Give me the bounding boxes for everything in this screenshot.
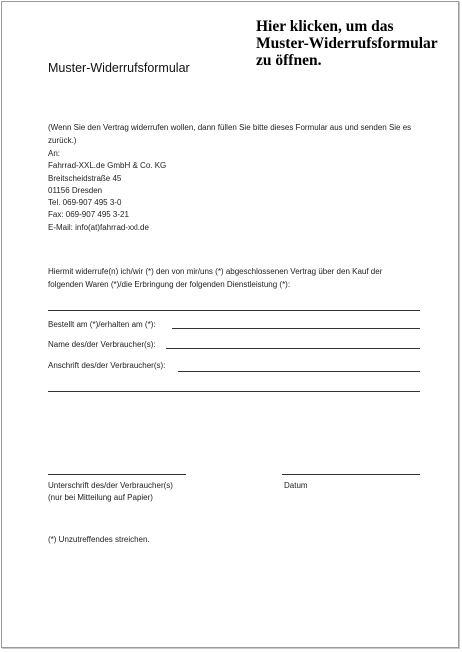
signature-label: Unterschrift des/der Verbraucher(s)	[48, 481, 173, 490]
ordered-date-line	[172, 328, 420, 329]
consumer-address-line-2	[48, 391, 420, 392]
form-intro: (Wenn Sie den Vertrag widerrufen wollen, dann füllen Sie bitte dieses Formular aus und senden Sie es zurück.)	[48, 123, 412, 145]
recipient-line-company: Fahrrad-XXL.de GmbH & Co. KG	[48, 161, 167, 171]
date-line	[282, 474, 420, 475]
declaration-line-2: folgenden Waren (*)/die Erbringung der folgenden Dienstleistung (*):	[48, 279, 291, 289]
consumer-address-line	[178, 371, 420, 372]
recipient-line-city: 01156 Dresden	[48, 185, 103, 195]
consumer-name-label: Name des/der Verbraucher(s):	[48, 340, 156, 349]
form-title: Muster-Widerrufsformular	[48, 61, 190, 75]
recipient-line-email: E-Mail: info(at)fahrrad-xxl.de	[48, 222, 149, 232]
withdrawal-declaration	[48, 266, 428, 291]
open-form-link-line-2[interactable]: Muster-Widerrufsformular	[256, 35, 438, 52]
footnote: (*) Unzutreffendes streichen.	[48, 535, 150, 544]
recipient-line-street: Breitscheidstraße 45	[48, 173, 122, 183]
consumer-name-line	[166, 348, 420, 349]
recipient-line-fax: Fax: 069-907 495 3-21	[48, 210, 129, 220]
goods-line	[48, 310, 420, 311]
form-page	[1, 1, 459, 648]
recipient-line-phone: Tel. 069-907 495 3-0	[48, 198, 122, 208]
declaration-line-1: Hiermit widerrufe(n) ich/wir (*) den von mir/uns (*) abgeschlossenen Vertrag über den Kauf der	[48, 267, 383, 276]
open-form-link[interactable]	[256, 18, 456, 69]
date-label: Datum	[284, 481, 308, 490]
recipient-address	[48, 148, 166, 234]
open-form-link-line-3[interactable]: zu öffnen.	[256, 52, 322, 69]
recipient-label: An:	[48, 149, 61, 158]
consumer-address-label: Anschrift des/der Verbraucher(s):	[48, 361, 166, 370]
ordered-date-label: Bestellt am (*)/erhalten am (*):	[48, 320, 156, 329]
signature-note: (nur bei Mitteilung auf Papier)	[48, 493, 153, 502]
signature-line	[48, 474, 186, 475]
open-form-link-line-1[interactable]: Hier klicken, um das	[256, 18, 394, 35]
